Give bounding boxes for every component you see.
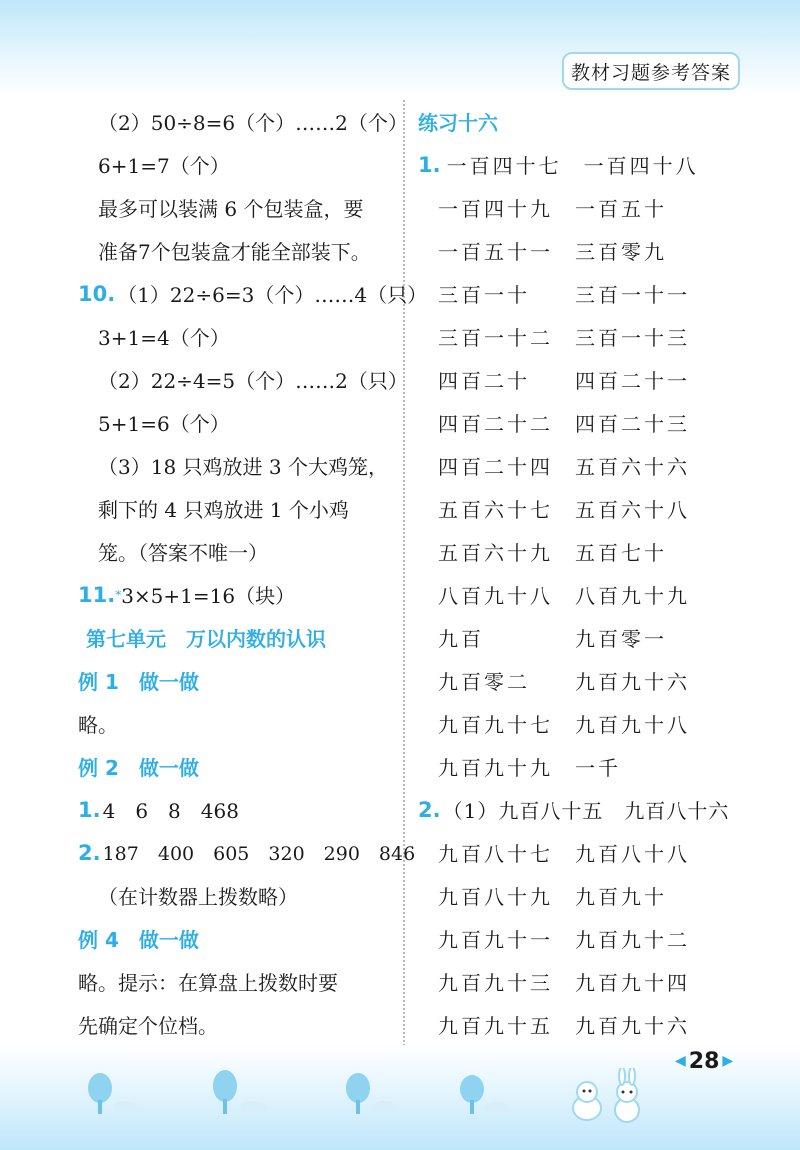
list-item: 九百 九百零一 xyxy=(438,627,667,651)
answer-line: 最多可以装满 6 个包装盒，要 xyxy=(98,197,364,221)
example-2-heading: 例 2 做一做 xyxy=(78,756,199,780)
list-item: 2. （1）九百八十五 九百八十六 xyxy=(418,797,730,823)
answer-line: 3+1=4（个） xyxy=(98,326,230,350)
answer-line: （3）18 只鸡放进 3 个大鸡笼， xyxy=(98,455,388,479)
answer-line: 先确定个位档。 xyxy=(78,1014,218,1038)
tree-decoration-icon xyxy=(338,1070,403,1120)
list-item: 一百五十一 三百零九 xyxy=(438,240,667,264)
list-item: 九百九十五 九百九十六 xyxy=(438,1014,690,1038)
list-item: 九百九十九 一千 xyxy=(438,756,621,780)
list-item: 九百八十七 九百八十八 xyxy=(438,842,690,866)
answer-line: 笼。（答案不唯一） xyxy=(98,541,268,565)
list-item: 九百八十九 九百九十 xyxy=(438,885,667,909)
question-11: 11. * 3×5+1=16（块） xyxy=(78,582,296,608)
question-number: 10. xyxy=(78,281,116,306)
list-item: 三百一十 三百一十一 xyxy=(438,283,690,307)
column-divider xyxy=(403,100,405,1050)
answer-line: （2）50÷8=6（个）……2（个） xyxy=(98,111,408,135)
list-item: 五百六十七 五百六十八 xyxy=(438,498,690,522)
question-2: 2. 187 400 605 320 290 846 xyxy=(78,840,416,865)
unit-heading: 第七单元 万以内数的认识 xyxy=(86,627,326,651)
page-number: ◀ 28 ▶ xyxy=(675,1048,734,1074)
header-title: 教材习题参考答案 xyxy=(562,52,740,90)
answer-line: （在计数器上拨数略） xyxy=(98,885,298,909)
star-mark: * xyxy=(115,587,122,602)
list-item: 九百零二 九百九十六 xyxy=(438,670,690,694)
tree-decoration-icon xyxy=(205,1068,270,1120)
list-item: 五百六十九 五百七十 xyxy=(438,541,667,565)
list-item: 四百二十四 五百六十六 xyxy=(438,455,690,479)
left-column xyxy=(78,100,428,1046)
list-item: 四百二十 四百二十一 xyxy=(438,369,690,393)
answer-line: 略。 xyxy=(78,713,118,737)
list-item: 三百一十二 三百一十三 xyxy=(438,326,690,350)
answer-line: 5+1=6（个） xyxy=(98,412,230,436)
list-item: 九百九十七 九百九十八 xyxy=(438,713,690,737)
question-1: 1. 4 6 8 468 xyxy=(78,797,239,823)
right-triangle-icon: ▶ xyxy=(722,1053,734,1069)
question-number: 1. xyxy=(418,152,441,177)
list-item: 四百二十二 四百二十三 xyxy=(438,412,690,436)
question-number: 1. xyxy=(78,797,101,822)
question-number: 2. xyxy=(78,840,101,865)
example-1-heading: 例 1 做一做 xyxy=(78,670,199,694)
rabbit-decoration-icon xyxy=(565,1068,655,1130)
exercise-16-heading: 练习十六 xyxy=(418,111,498,135)
list-item: 1. 一百四十七 一百四十八 xyxy=(418,152,699,178)
list-item: 九百九十三 九百九十四 xyxy=(438,971,690,995)
question-number: 11. xyxy=(78,582,116,607)
list-item: 八百九十八 八百九十九 xyxy=(438,584,690,608)
right-column xyxy=(418,100,748,1046)
answer-line: 6+1=7（个） xyxy=(98,154,230,178)
example-4-heading: 例 4 做一做 xyxy=(78,928,199,952)
left-triangle-icon: ◀ xyxy=(675,1053,686,1069)
question-10: 10. （1）22÷6=3（个）……4（只） xyxy=(78,281,428,307)
answer-line: 准备7个包装盒才能全部装下。 xyxy=(98,240,371,264)
question-number: 2. xyxy=(418,797,441,822)
tree-decoration-icon xyxy=(80,1070,140,1120)
tree-decoration-icon xyxy=(452,1072,517,1120)
answer-line: （2）22÷4=5（个）……2（只） xyxy=(98,369,408,393)
answer-line: 略。提示：在算盘上拨数时要 xyxy=(78,971,338,995)
answer-line: 剩下的 4 只鸡放进 1 个小鸡 xyxy=(98,498,349,522)
list-item: 一百四十九 一百五十 xyxy=(438,197,667,221)
list-item: 九百九十一 九百九十二 xyxy=(438,928,690,952)
